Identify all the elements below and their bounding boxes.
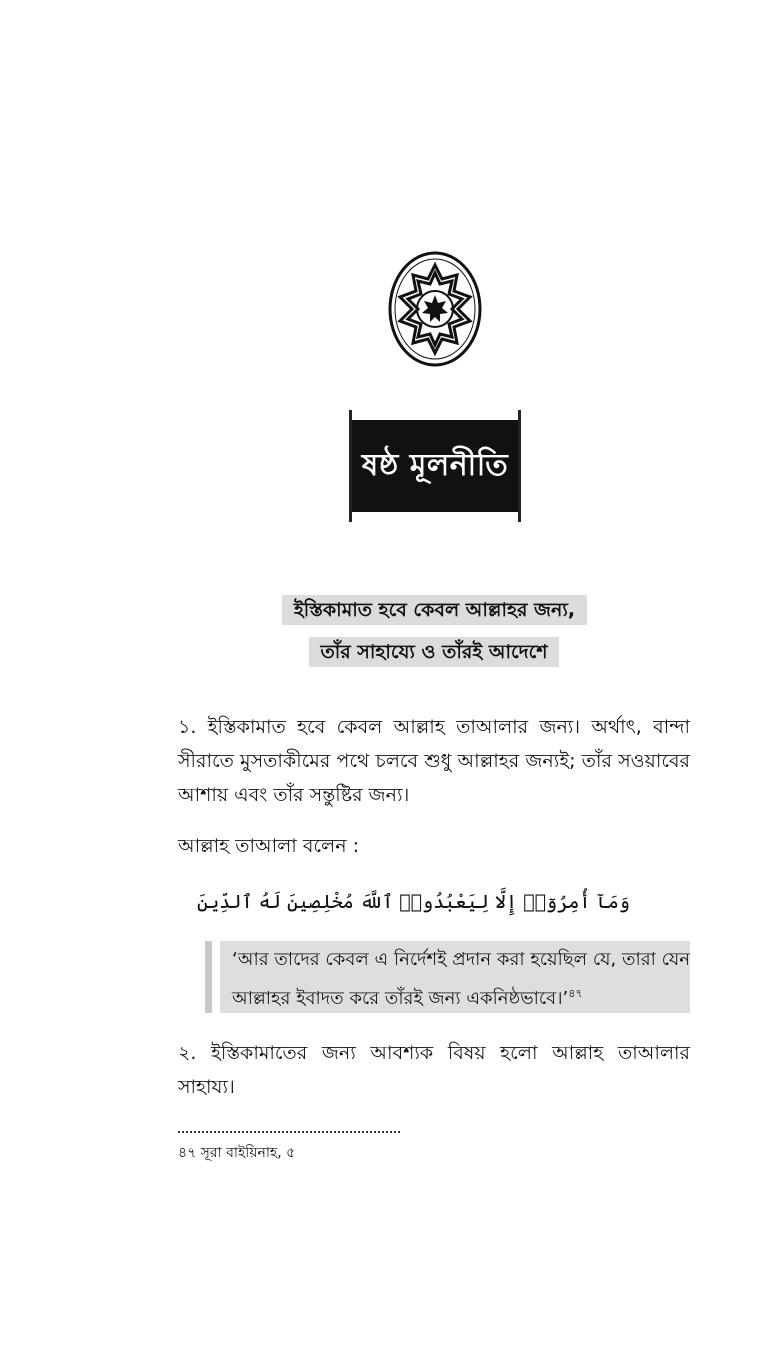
quote-text-box [220,941,690,1013]
subtitle-line-1: ইস্তিকামাত হবে কেবল আল্লাহর জন্য, [282,595,587,625]
circular-star-ornament-icon [388,251,482,367]
arabic-verse: وَمَآ أُمِرُوٓا۟ إِلَّا لِيَعْبُدُوا۟ ٱللَّهَ مُخْلِصِينَ لَهُ ٱلدِّينَ [196,891,630,913]
quote-block [205,941,690,1013]
quote-bar [205,941,212,1013]
subtitle-line-2: তাঁর সাহায্যে ও তাঁরই আদেশে [309,637,559,667]
quote-footnote-ref: ৪৭ [568,987,583,1000]
chapter-title-banner [349,410,521,522]
footnote-divider [178,1131,400,1133]
body-paragraph-2: আল্লাহ তাআলা বলেন : [178,835,359,857]
body-paragraph-3: ২. ইস্তিকামাতের জন্য আবশ্যক বিষয় হলো আল্লাহ তাআলার সাহায্য। [178,1042,690,1098]
footnote: ৪৭ সূরা বাইয়িনাহ, ৫ [178,1145,296,1161]
quote-text: ‘আর তাদের কেবল এ নির্দেশই প্রদান করা হয়েছিল যে, তারা যেন আল্লাহর ইবাদত করে তাঁরই জন্য একনিষ্ঠভাবে।’ [232,949,690,1009]
banner-right-rod [518,410,521,522]
chapter-title: ষষ্ঠ মূলনীতি [352,420,518,512]
body-paragraph-1: ১. ইস্তিকামাত হবে কেবল আল্লাহ তাআলার জন্য। অর্থাৎ, বান্দা সীরাতে মুসতাকীমের পথে চলবে শুধু আল্লাহর জন্যই; তাঁর সওয়াবের আশায় এবং তাঁর সন্তুষ্টির জন্য। [178,716,690,806]
